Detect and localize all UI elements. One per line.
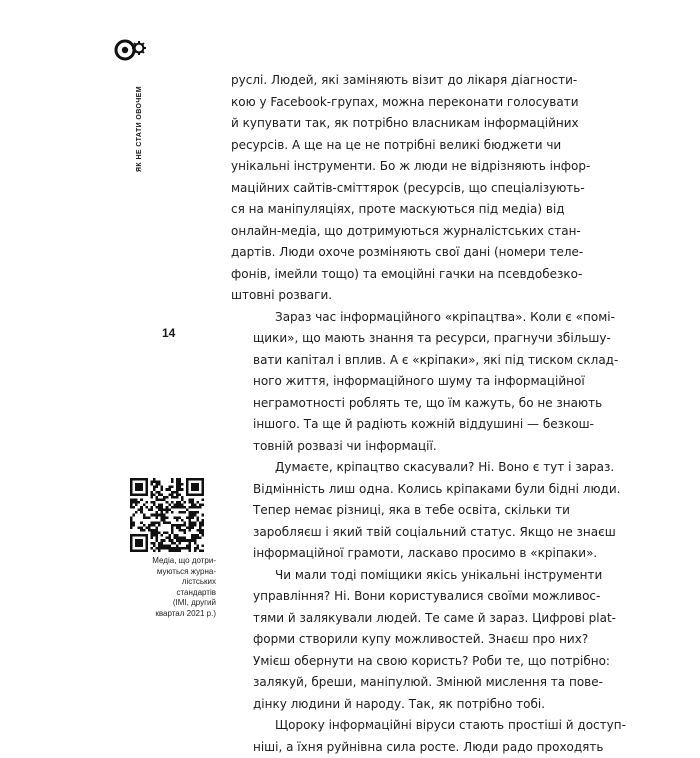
text-line: руслі. Людей, які заміняють візит до лікаря діагности- [231, 70, 561, 92]
text-line: інформаційної грамоти, ласкаво просимо в «кріпаки». [231, 543, 561, 565]
publisher-logo-icon [114, 38, 150, 62]
text-line: іншого. Та ще й радіють кожній віддушині — безкош- [231, 414, 561, 436]
text-line: онлайн-медіа, що дотримуються журналістських стан- [231, 221, 561, 243]
text-line: ніші, а їхня руйнівна сила росте. Люди радо проходять [231, 737, 561, 758]
text-line: ся на маніпуляціях, проте маскуються під медіа) від [231, 199, 561, 221]
text-line: товній розвазі чи інформації. [231, 436, 561, 458]
text-line: Щороку інформаційні віруси стають простіші й доступ- [231, 715, 561, 737]
text-line: Думаєте, кріпацтво скасували? Ні. Воно є тут і зараз. [231, 457, 561, 479]
running-head: ЯК НЕ СТАТИ ОВОЧЕМ [134, 72, 146, 172]
paragraph [231, 70, 561, 307]
text-line: неграмотності роблять те, що їм кажуть, бо не знають [231, 393, 561, 415]
text-line: Чи мали тоді поміщики якісь унікальні інструменти [231, 565, 561, 587]
text-line: Тепер немає різниці, яка в тебе освіта, скільки ти [231, 500, 561, 522]
caption-line: квартал 2021 р.) [112, 609, 216, 620]
text-line: Зараз час інформаційного «кріпацтва». Коли є «помі- [231, 307, 561, 329]
text-line: Відмінність лиш одна. Колись кріпаками були бідні люди. [231, 479, 561, 501]
text-line: маційних сайтів-сміттярок (ресурсів, що спеціалізують- [231, 178, 561, 200]
text-line: й купувати так, як потрібно власникам інформаційних [231, 113, 561, 135]
paragraph [231, 565, 561, 716]
text-line: дінку людини й народу. Так, як потрібно тобі. [231, 694, 561, 716]
text-line: залякуй, бреши, маніпулюй. Змінюй мислення та пове- [231, 672, 561, 694]
text-line: форми створили купу можливостей. Знаєш про них? [231, 629, 561, 651]
caption-line: Медіа, що дотри- [112, 556, 216, 567]
text-line: кою у Facebook-групах, можна переконати голосувати [231, 92, 561, 114]
text-line: заробляєш і який твій соціальний статус. Якщо не знаєш [231, 522, 561, 544]
text-line: штовні розваги. [231, 285, 561, 307]
text-line: унікальні інструменти. Бо ж люди не відрізняють інфор- [231, 156, 561, 178]
caption-line: (ІМІ, другий [112, 598, 216, 609]
caption-line: лістських [112, 577, 216, 588]
text-line: вати капітал і вплив. А є «кріпаки», які під тиском склад- [231, 350, 561, 372]
text-line: ного життя, інформаційного шуму та інформаційної [231, 371, 561, 393]
caption-line: стандартів [112, 588, 216, 599]
page-number: 14 [162, 326, 175, 340]
main-text [231, 70, 561, 700]
paragraph [231, 307, 561, 458]
caption-line: муються журна- [112, 567, 216, 578]
paragraph [231, 715, 561, 758]
text-line: дартів. Люди охоче розміняють свої дані (номери теле- [231, 242, 561, 264]
text-line: тями й залякували людей. Те саме й зараз. Цифрові plat- [231, 608, 561, 630]
text-line: ресурсів. А ще на це не потрібні великі бюджети чи [231, 135, 561, 157]
text-line: управління? Ні. Вони користувалися своїми можливос- [231, 586, 561, 608]
text-line: Умієш обернути на свою користь? Роби те, що потрібно: [231, 651, 561, 673]
text-line: щики», що мають знання та ресурси, прагнучи збільшу- [231, 328, 561, 350]
paragraph [231, 457, 561, 565]
margin-caption [112, 556, 216, 620]
text-line: фонів, імейли тощо) та емоційні гачки на псевдобезко- [231, 264, 561, 286]
qr-code[interactable] [130, 478, 204, 552]
